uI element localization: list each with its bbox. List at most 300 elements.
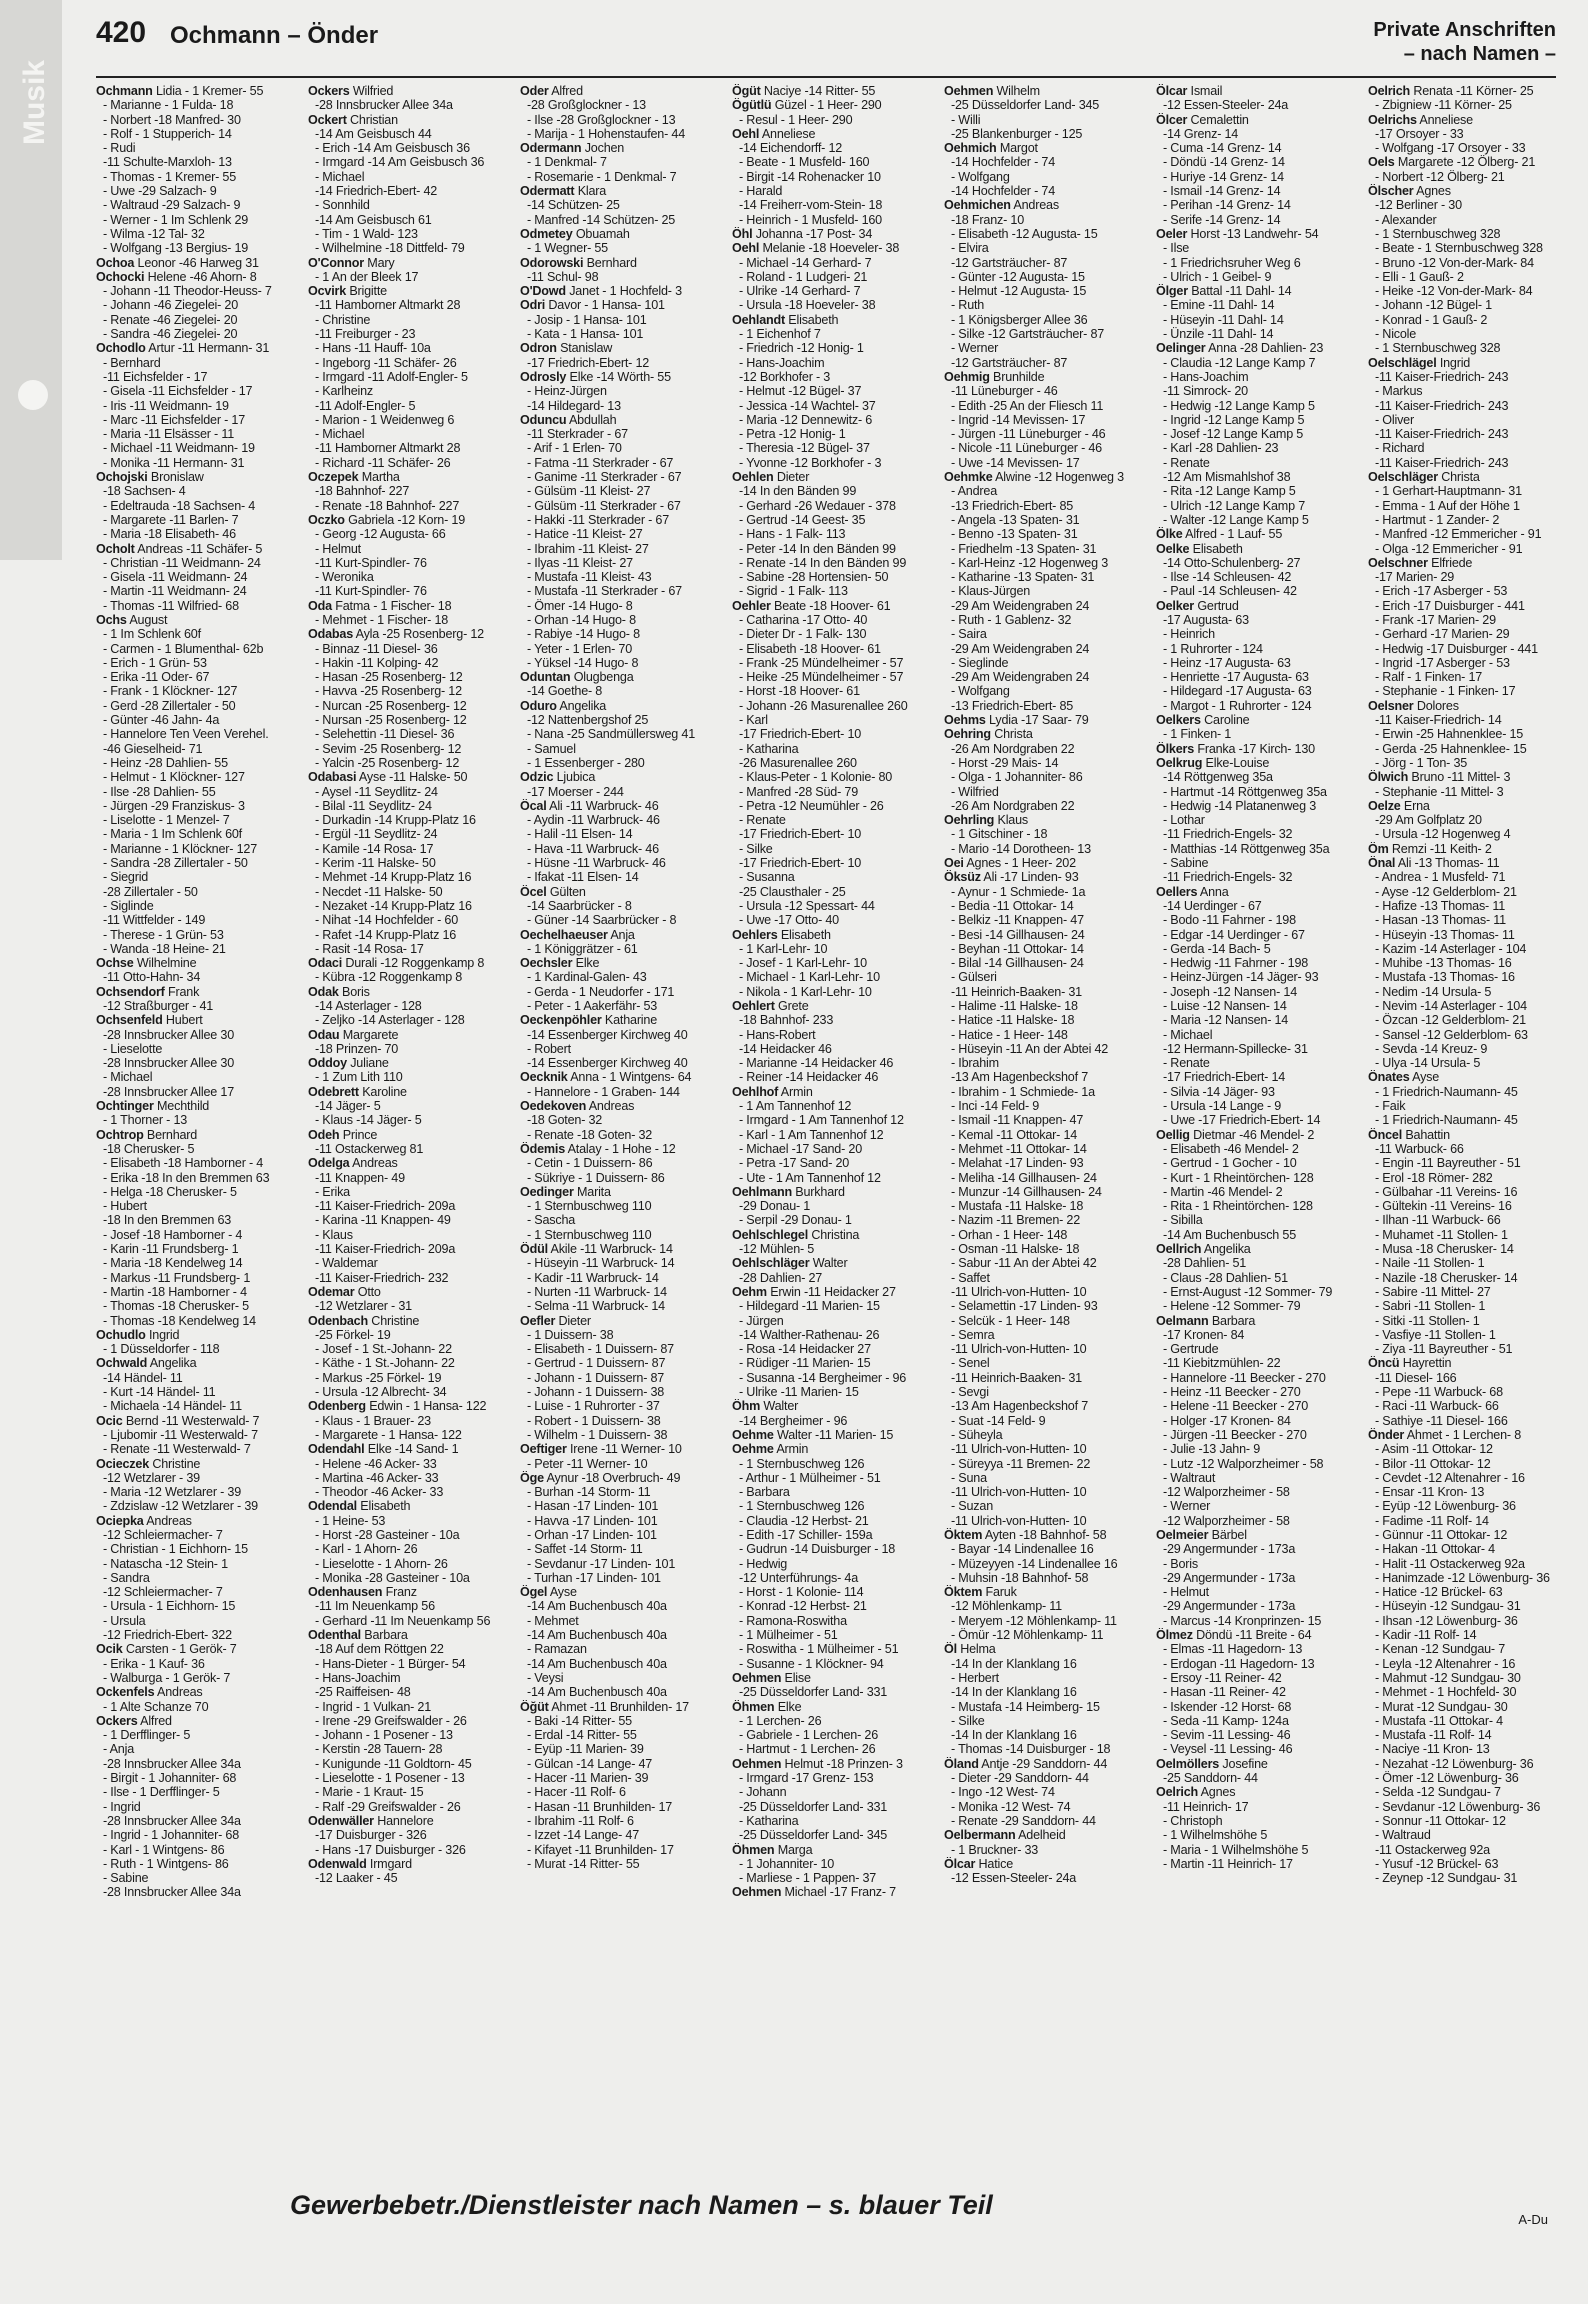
directory-entry	[944, 813, 1129, 827]
entry-text: - Heinrich - 1 Musfeld- 160	[739, 212, 882, 227]
entry-surname: Oehlers	[732, 927, 778, 942]
entry-text: - Durkadin -14 Krupp-Platz 16	[315, 813, 476, 828]
directory-entry	[520, 284, 705, 298]
directory-entry	[308, 1457, 493, 1471]
directory-entry	[944, 885, 1129, 899]
entry-text: Dietmar -46 Mendel- 2	[1193, 1127, 1315, 1142]
directory-entry	[1368, 1857, 1553, 1871]
directory-entry	[308, 1113, 493, 1127]
entry-text: Andreas	[352, 1156, 398, 1171]
directory-entry	[944, 1385, 1129, 1399]
entry-text: - Hans-Joachim	[739, 355, 825, 370]
directory-entry	[944, 1571, 1129, 1585]
directory-entry	[308, 413, 493, 427]
directory-entry	[1368, 1671, 1553, 1685]
directory-entry	[1156, 1428, 1341, 1442]
directory-entry	[96, 1700, 281, 1714]
entry-text: - Peter - 1 Aakerfähr- 53	[527, 999, 658, 1013]
entry-text: - Hasan -11 Reiner- 42	[1163, 1685, 1286, 1700]
directory-entry	[1156, 399, 1341, 413]
directory-entry	[944, 942, 1129, 956]
entry-text: Renata -11 Körner- 25	[1413, 84, 1534, 98]
directory-entry	[520, 1328, 705, 1342]
entry-text: - Ulrike -14 Gerhard- 7	[739, 284, 861, 299]
directory-entry	[732, 813, 917, 827]
entry-text: - Sevdanur -17 Linden- 101	[527, 1556, 676, 1571]
entry-text: - Michaela -14 Händel- 11	[103, 1399, 242, 1414]
entry-text: - Ensar -11 Kron- 13	[1375, 1485, 1485, 1500]
directory-entry	[1368, 327, 1553, 341]
entry-text: - Sieglinde	[951, 655, 1009, 670]
directory-entry	[520, 370, 705, 384]
entry-text: - Siegrid	[103, 870, 149, 885]
entry-text: -29 Am Weidengraben 24	[951, 598, 1090, 613]
directory-entry	[732, 370, 917, 384]
entry-text: - Michael	[315, 169, 365, 184]
directory-entry	[308, 1385, 493, 1399]
directory-entry	[520, 699, 705, 713]
entry-text: - Thomas -18 Cherusker- 5	[103, 1299, 249, 1314]
entry-text: - Theodor -46 Acker- 33	[315, 1485, 444, 1500]
entry-text: - Mustafa -11 Sterkrader - 67	[527, 584, 682, 599]
entry-text: -11 Otto-Hahn- 34	[103, 970, 201, 985]
directory-entry	[520, 1800, 705, 1814]
directory-entry	[732, 1342, 917, 1356]
entry-text: -11 Ulrich-von-Hutten- 10	[951, 1513, 1087, 1528]
entry-text: - Gertrude	[1163, 1342, 1219, 1357]
entry-text: -11 Kurt-Spindler- 76	[315, 584, 427, 599]
entry-text: - Ingrid -12 Lange Kamp 5	[1163, 412, 1305, 427]
directory-entry	[1368, 913, 1553, 927]
directory-entry	[1156, 270, 1341, 284]
directory-entry	[944, 1099, 1129, 1113]
entry-text: -28 Innsbrucker Allee 17	[103, 1084, 235, 1099]
directory-entry	[944, 899, 1129, 913]
directory-entry	[732, 556, 917, 570]
entry-text: - Klaus - 1 Brauer- 23	[315, 1413, 431, 1428]
directory-entry	[1368, 1571, 1553, 1585]
entry-surname: Oeler	[1156, 226, 1188, 241]
entry-text: -11 Freiburger - 23	[315, 327, 416, 342]
directory-entry	[96, 942, 281, 956]
entry-surname: Öğüt	[520, 1699, 549, 1714]
directory-entry	[96, 1213, 281, 1227]
directory-entry	[308, 942, 493, 956]
entry-text: - 1 Alte Schanze 70	[103, 1699, 209, 1714]
entry-text: Andreas	[157, 1685, 203, 1700]
entry-text: Akile -11 Warbruck- 14	[550, 1242, 673, 1257]
entry-text: - Nurcan -25 Rosenberg- 12	[315, 698, 467, 713]
directory-entry	[732, 1185, 917, 1199]
directory-entry	[732, 1056, 917, 1070]
directory-entry	[96, 527, 281, 541]
directory-entry	[96, 1614, 281, 1628]
entry-text: -14 Goethe- 8	[527, 684, 603, 699]
directory-entry	[96, 470, 281, 484]
directory-entry	[1368, 1700, 1553, 1714]
entry-text: - Irmgard -11 Adolf-Engler- 5	[315, 369, 468, 384]
directory-entry	[1368, 484, 1553, 498]
directory-entry	[520, 499, 705, 513]
entry-text: - Lieselotte	[103, 1041, 163, 1056]
directory-entry	[1156, 113, 1341, 127]
entry-text: - Sabine -28 Hortensien- 50	[739, 570, 889, 585]
entry-text: - Karl - 1 Ahorn- 26	[315, 1542, 418, 1557]
directory-entry	[1156, 1371, 1341, 1385]
directory-entry	[520, 1271, 705, 1285]
entry-text: - Nihat -14 Hochfelder - 60	[315, 913, 458, 928]
entry-text: - Birgit -14 Rohenacker 10	[739, 169, 881, 184]
directory-entry	[732, 384, 917, 398]
directory-entry	[96, 1056, 281, 1070]
entry-text: -28 Innsbrucker Allee 34a	[103, 1885, 241, 1900]
entry-surname: Oelkers	[1156, 713, 1201, 728]
entry-text: - 1 Thorner - 13	[103, 1113, 188, 1128]
directory-entry	[520, 856, 705, 870]
directory-entry	[1156, 1542, 1341, 1556]
directory-entry	[732, 1571, 917, 1585]
entry-text: - Halit -11 Ostackerweg 92a	[1375, 1556, 1525, 1571]
entry-text: -13 Friedrich-Ebert- 85	[951, 498, 1074, 513]
entry-text: - Hakki -11 Sterkrader - 67	[527, 512, 670, 527]
entry-surname: Oehring	[944, 727, 991, 742]
directory-entry	[308, 584, 493, 598]
directory-entry	[520, 1128, 705, 1142]
entry-text: Beate -18 Hoover- 61	[774, 598, 891, 613]
entry-text: Agnes - 1 Heer- 202	[966, 856, 1076, 871]
directory-entry	[944, 928, 1129, 942]
directory-entry	[308, 1299, 493, 1313]
entry-surname: Ochsenfeld	[96, 1013, 163, 1028]
entry-text: -12 Laaker - 45	[315, 1871, 398, 1886]
directory-entry	[1368, 1542, 1553, 1556]
entry-text: Elke	[575, 956, 600, 971]
directory-entry	[1368, 1213, 1553, 1227]
entry-text: - Cevdet -12 Altenahrer - 16	[1375, 1470, 1525, 1485]
entry-text: - Elisabeth -18 Hamborner - 4	[103, 1156, 264, 1171]
directory-entry	[96, 1685, 281, 1699]
entry-text: - Maria -11 Elsässer - 11	[103, 427, 235, 442]
directory-entry	[520, 1728, 705, 1742]
entry-text: - Bilor -11 Ottokar- 12	[1375, 1456, 1491, 1471]
directory-entry	[308, 1371, 493, 1385]
entry-text: - 1 Karl-Lehr- 10	[739, 941, 828, 956]
entry-text: - Henriette -17 Augusta- 63	[1163, 670, 1309, 685]
entry-text: - 1 Finken- 1	[1163, 727, 1232, 742]
entry-text: Bärbel	[1211, 1527, 1247, 1542]
directory-entry	[944, 1213, 1129, 1227]
entry-text: - Manfred -14 Schützen- 25	[527, 212, 676, 227]
directory-entry	[520, 1314, 705, 1328]
directory-entry	[308, 1571, 493, 1585]
directory-entry	[944, 1328, 1129, 1342]
directory-entry	[520, 584, 705, 598]
entry-text: - Hacer -11 Marien- 39	[527, 1771, 649, 1786]
entry-text: - Martina -46 Acker- 33	[315, 1470, 439, 1485]
entry-text: - Melahat -17 Linden- 93	[951, 1156, 1084, 1171]
entry-surname: Oelker	[1156, 598, 1195, 613]
entry-text: Helma	[960, 1642, 996, 1657]
directory-entry	[1156, 84, 1341, 98]
entry-text: - Halime -11 Halske- 18	[951, 999, 1078, 1013]
directory-entry	[944, 1757, 1129, 1771]
entry-text: -13 Friedrich-Ebert- 85	[951, 698, 1074, 713]
entry-surname: Oelrichs	[1368, 112, 1417, 127]
directory-entry	[96, 313, 281, 327]
entry-text: -14 Hildegard- 13	[527, 398, 621, 413]
directory-entry	[520, 1757, 705, 1771]
directory-entry	[520, 1213, 705, 1227]
entry-text: Christian	[350, 112, 398, 127]
entry-surname: Ölwich	[1368, 770, 1409, 785]
directory-entry	[1156, 1843, 1341, 1857]
entry-text: Jochen	[584, 141, 625, 156]
entry-text: - Hannelore -11 Beecker - 270	[1163, 1370, 1326, 1385]
entry-text: Adelheid	[1018, 1828, 1066, 1843]
entry-text: Ali -13 Thomas- 11	[1397, 856, 1500, 871]
entry-text: -29 Am Weidengraben 24	[951, 670, 1090, 685]
directory-entry	[944, 999, 1129, 1013]
entry-text: - Sansel -12 Gelderblom- 63	[1375, 1027, 1528, 1042]
directory-entry	[308, 241, 493, 255]
directory-entry	[732, 827, 917, 841]
directory-entry	[944, 470, 1129, 484]
directory-entry	[96, 1342, 281, 1356]
directory-entry	[1156, 1113, 1341, 1127]
entry-text: Andreas	[146, 1513, 192, 1528]
entry-text: - 1 Sternbuschweg 328	[1375, 341, 1501, 356]
directory-entry	[96, 827, 281, 841]
entry-text: - Vasfiye -11 Stollen- 1	[1375, 1327, 1496, 1342]
directory-entry	[944, 770, 1129, 784]
entry-text: - Döndü -14 Grenz- 14	[1163, 155, 1285, 170]
directory-entry	[520, 527, 705, 541]
entry-text: - Hasan -25 Rosenberg- 12	[315, 670, 463, 685]
entry-text: -25 Düsseldorfer Land- 331	[739, 1799, 888, 1814]
directory-entry	[308, 513, 493, 527]
directory-entry	[520, 556, 705, 570]
directory-entry	[1368, 827, 1553, 841]
entry-text: - Kamile -14 Rosa- 17	[315, 841, 434, 856]
directory-entry	[732, 155, 917, 169]
entry-text: - Ersoy -11 Reiner- 42	[1163, 1670, 1282, 1685]
entry-text: - Frank -25 Mündelheimer - 57	[739, 655, 904, 670]
directory-entry	[1368, 113, 1553, 127]
entry-text: - Selehettin -11 Diesel- 36	[315, 727, 455, 742]
entry-text: -11 Knappen- 49	[315, 1170, 405, 1185]
entry-text: -17 Friedrich-Ebert- 10	[739, 727, 862, 742]
entry-surname: Oedinger	[520, 1184, 574, 1199]
entry-text: - Rolf - 1 Stupperich- 14	[103, 126, 232, 141]
entry-text: - Holger -17 Kronen- 84	[1163, 1413, 1291, 1428]
directory-entry	[732, 742, 917, 756]
directory-entry	[96, 713, 281, 727]
entry-surname: Ochse	[96, 956, 134, 971]
entry-text: - Jürgen -11 Beecker - 270	[1163, 1427, 1307, 1442]
directory-entry	[308, 956, 493, 970]
directory-entry	[944, 613, 1129, 627]
directory-entry	[96, 1843, 281, 1857]
entry-text: -11 Kurt-Spindler- 76	[315, 555, 427, 570]
entry-surname: Önder	[1368, 1427, 1405, 1442]
entry-surname: Öksüz	[944, 870, 981, 885]
directory-entry	[1156, 813, 1341, 827]
directory-entry	[944, 441, 1129, 455]
entry-text: Hayrettin	[1402, 1356, 1452, 1371]
directory-entry	[1368, 1657, 1553, 1671]
entry-text: - Beate - 1 Sternbuschweg 328	[1375, 241, 1543, 256]
entry-surname: Öncü	[1368, 1356, 1400, 1371]
entry-text: - Sibilla	[1163, 1213, 1203, 1228]
directory-entry	[732, 1843, 917, 1857]
entry-text: -12 Nattenbergshof 25	[527, 713, 649, 728]
directory-entry	[96, 1285, 281, 1299]
entry-text: - Gabriele - 1 Lerchen- 26	[739, 1728, 879, 1743]
entry-text: - Elmas -11 Hagedorn- 13	[1163, 1642, 1303, 1657]
entry-surname: Odzic	[520, 770, 554, 785]
entry-text: - Mehmet -11 Ottokar- 14	[951, 1141, 1087, 1156]
directory-entry	[732, 441, 917, 455]
entry-text: - Ilse - 1 Derfflinger- 5	[103, 1785, 220, 1800]
entry-text: - Veysel -11 Lessing- 46	[1163, 1742, 1293, 1757]
directory-entry	[520, 1099, 705, 1113]
directory-entry	[520, 1628, 705, 1642]
entry-text: - Naile -11 Stollen- 1	[1375, 1256, 1485, 1271]
directory-entry	[520, 1185, 705, 1199]
entry-text: - Hildegard -17 Augusta- 63	[1163, 684, 1312, 699]
entry-text: - Ilse -28 Großglockner - 13	[527, 112, 676, 127]
directory-entry	[308, 713, 493, 727]
entry-text: - Serpil -29 Donau- 1	[739, 1213, 852, 1228]
directory-entry	[944, 713, 1129, 727]
directory-entry	[308, 599, 493, 613]
directory-entry	[520, 1814, 705, 1828]
entry-text: Hatice	[978, 1856, 1014, 1871]
entry-text: - Marianne - 1 Klöckner- 127	[103, 841, 257, 856]
entry-text: Bahattin	[1405, 1127, 1450, 1142]
entry-text: - Zeynep -12 Sundgau- 31	[1375, 1871, 1518, 1886]
entry-text: - Ramazan	[527, 1642, 587, 1657]
footer-note: Gewerbebetr./Dienstleister nach Namen – s. blauer Teil	[290, 2190, 993, 2220]
entry-text: - Claudia -12 Lange Kamp 7	[1163, 355, 1316, 370]
entry-text: -14 Saarbrücker - 8	[527, 898, 632, 913]
directory-entry	[308, 1013, 493, 1027]
entry-text: - Ziya -11 Bayreuther - 51	[1375, 1342, 1513, 1357]
directory-entry	[732, 1614, 917, 1628]
directory-entry	[308, 198, 493, 212]
entry-text: - Ramona-Roswitha	[739, 1613, 847, 1628]
directory-entry	[96, 427, 281, 441]
directory-entry	[96, 770, 281, 784]
entry-text: - Susanne - 1 Klöckner- 94	[739, 1656, 884, 1671]
directory-entry	[96, 913, 281, 927]
directory-entry	[944, 1285, 1129, 1299]
directory-entry	[944, 1242, 1129, 1256]
entry-text: Christa	[1441, 470, 1480, 485]
directory-entry	[308, 1328, 493, 1342]
entry-text: - Ingrid - 1 Johanniter- 68	[103, 1828, 240, 1843]
directory-entry	[96, 870, 281, 884]
entry-text: Elfriede	[1431, 555, 1473, 570]
entry-text: - Hans-Dieter - 1 Bürger- 54	[315, 1656, 466, 1671]
directory-entry	[520, 970, 705, 984]
directory-entry	[1368, 384, 1553, 398]
entry-text: Elke-Louise	[1205, 755, 1270, 770]
entry-text: -14 Am Buchenbusch 40a	[527, 1685, 667, 1700]
entry-surname: Oehlandt	[732, 312, 785, 327]
directory-entry	[944, 1857, 1129, 1871]
directory-entry	[1368, 527, 1553, 541]
entry-text: -14 Essenberger Kirchweg 40	[527, 1056, 688, 1071]
directory-entry	[1368, 1142, 1553, 1156]
directory-entry	[1156, 870, 1341, 884]
directory-entry	[1368, 1528, 1553, 1542]
directory-entry	[96, 198, 281, 212]
directory-entry	[1368, 899, 1553, 913]
entry-text: - Heinz -28 Dahlien- 55	[103, 755, 228, 770]
entry-text: -14 In der Klanklang 16	[951, 1728, 1077, 1743]
directory-entry	[1156, 1085, 1341, 1099]
entry-text: -12 Straßburger - 41	[103, 999, 214, 1013]
directory-entry	[520, 341, 705, 355]
directory-entry	[520, 1371, 705, 1385]
entry-surname: Odeh	[308, 1127, 340, 1142]
directory-entry	[1368, 1070, 1553, 1084]
directory-entry	[520, 1471, 705, 1485]
directory-entry	[944, 1599, 1129, 1613]
entry-text: -11 Simrock- 20	[1163, 384, 1248, 399]
entry-surname: Oehmen	[944, 84, 994, 98]
directory-entry	[96, 127, 281, 141]
directory-entry	[732, 427, 917, 441]
entry-text: - Bilal -14 Gillhausen- 24	[951, 956, 1084, 971]
entry-text: - Leyla -12 Altenahrer - 16	[1375, 1656, 1516, 1671]
entry-text: - Hedwig -14 Platanenweg 3	[1163, 798, 1317, 813]
entry-text: -12 Walporzheimer - 58	[1163, 1485, 1290, 1500]
entry-text: - Nazim -11 Bremen- 22	[951, 1213, 1081, 1228]
directory-entry	[308, 684, 493, 698]
entry-text: - Mustafa -11 Kleist- 43	[527, 570, 652, 585]
directory-entry	[732, 1228, 917, 1242]
entry-text: -11 Kaiser-Friedrich- 243	[1375, 455, 1509, 470]
entry-text: - Murat -14 Ritter- 55	[527, 1856, 640, 1871]
directory-entry	[1368, 1514, 1553, 1528]
thumb-index-tab	[0, 0, 62, 560]
entry-text: Barbara	[1211, 1313, 1256, 1328]
directory-entry	[732, 1385, 917, 1399]
directory-entry	[732, 241, 917, 255]
directory-entry	[944, 870, 1129, 884]
entry-text: - Sandra -28 Zillertaler - 50	[103, 856, 248, 871]
entry-text: - Nursan -25 Rosenberg- 12	[315, 713, 467, 728]
directory-entry	[308, 313, 493, 327]
entry-surname: O'Connor	[308, 255, 364, 270]
entry-text: - Erika	[315, 1184, 350, 1199]
entry-text: -14 Händel- 11	[103, 1370, 183, 1385]
entry-text: - Marie - 1 Kraut- 15	[315, 1785, 424, 1800]
directory-entry	[1368, 1228, 1553, 1242]
entry-text: -28 Dahlien- 27	[739, 1270, 823, 1285]
entry-surname: Oder	[520, 84, 549, 98]
entry-text: Helene -46 Ahorn- 8	[147, 269, 257, 284]
directory-entry	[1156, 527, 1341, 541]
directory-entry	[1368, 1385, 1553, 1399]
directory-entry	[520, 642, 705, 656]
directory-entry	[944, 1028, 1129, 1042]
directory-entry	[520, 656, 705, 670]
entry-text: - Gerhard -17 Marien- 29	[1375, 627, 1510, 642]
entry-surname: Ockert	[308, 112, 347, 127]
